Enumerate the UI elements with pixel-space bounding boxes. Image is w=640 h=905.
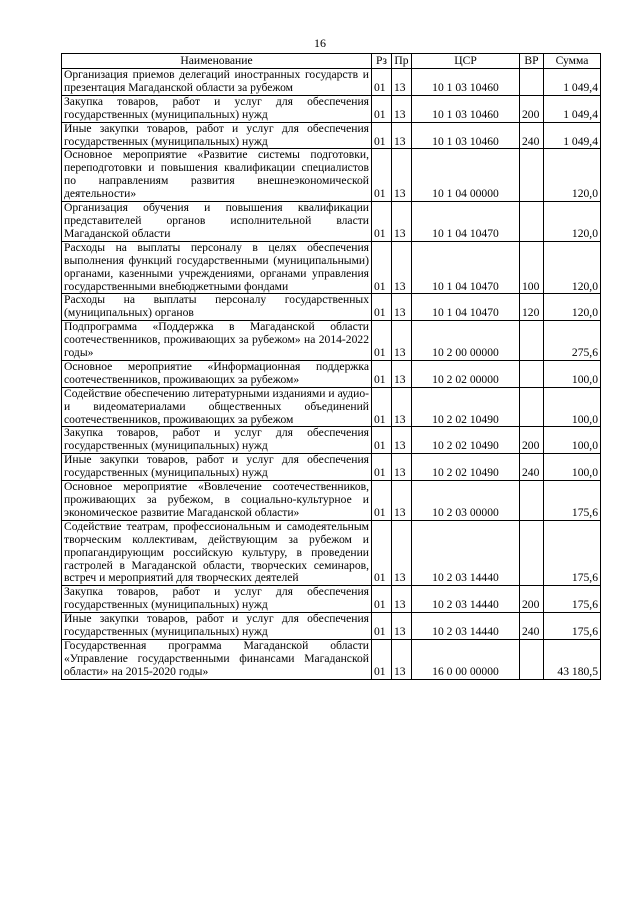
row-name: Закупка товаров, работ и услуг для обеспечения государственных (муниципальных) нужд xyxy=(62,95,372,122)
row-pr: 13 xyxy=(392,122,412,149)
row-vr: 240 xyxy=(520,122,544,149)
row-vr: 120 xyxy=(520,294,544,321)
row-pr: 13 xyxy=(392,387,412,427)
row-name: Организация обучения и повышения квалификации представителей органов исполнительной власти Магаданской области xyxy=(62,202,372,242)
table-row xyxy=(62,586,601,613)
row-rz: 01 xyxy=(372,613,392,640)
row-rz: 01 xyxy=(372,481,392,521)
table-row xyxy=(62,294,601,321)
row-sum: 120,0 xyxy=(544,241,601,294)
row-name: Иные закупки товаров, работ и услуг для обеспечения государственных (муниципальных) нужд xyxy=(62,122,372,149)
row-name: Закупка товаров, работ и услуг для обеспечения государственных (муниципальных) нужд xyxy=(62,427,372,454)
row-vr: 240 xyxy=(520,613,544,640)
table-row xyxy=(62,149,601,202)
row-csr: 10 2 02 10490 xyxy=(412,454,520,481)
row-pr: 13 xyxy=(392,241,412,294)
row-sum: 100,0 xyxy=(544,454,601,481)
row-sum: 120,0 xyxy=(544,202,601,242)
row-rz: 01 xyxy=(372,95,392,122)
row-csr: 10 2 00 00000 xyxy=(412,321,520,361)
table-row xyxy=(62,613,601,640)
header-name: Наименование xyxy=(62,54,372,69)
row-sum: 175,6 xyxy=(544,586,601,613)
row-pr: 13 xyxy=(392,454,412,481)
page-number: 16 xyxy=(314,36,326,50)
table-row xyxy=(62,639,601,679)
row-sum: 175,6 xyxy=(544,481,601,521)
row-csr: 10 2 02 10490 xyxy=(412,387,520,427)
row-sum: 43 180,5 xyxy=(544,639,601,679)
row-pr: 13 xyxy=(392,69,412,96)
table-row xyxy=(62,454,601,481)
row-name: Государственная программа Магаданской области «Управление государственными финансами Магаданской области» на 2015-2020 годы» xyxy=(62,639,372,679)
header-pr: Пр xyxy=(392,54,412,69)
row-rz: 01 xyxy=(372,69,392,96)
row-vr: 200 xyxy=(520,586,544,613)
row-pr: 13 xyxy=(392,427,412,454)
row-rz: 01 xyxy=(372,122,392,149)
row-vr xyxy=(520,69,544,96)
row-pr: 13 xyxy=(392,481,412,521)
row-csr: 10 2 02 10490 xyxy=(412,427,520,454)
row-name: Содействие обеспечению литературными изданиями и аудио- и видеоматериалами общественных объединений соотечественников, проживающих за рубежом xyxy=(62,387,372,427)
table-row xyxy=(62,427,601,454)
row-sum: 100,0 xyxy=(544,387,601,427)
row-vr xyxy=(520,149,544,202)
table-row xyxy=(62,122,601,149)
row-sum: 175,6 xyxy=(544,613,601,640)
row-rz: 01 xyxy=(372,586,392,613)
row-vr: 100 xyxy=(520,241,544,294)
row-vr xyxy=(520,321,544,361)
row-rz: 01 xyxy=(372,454,392,481)
row-name: Расходы на выплаты персоналу государственных (муниципальных) органов xyxy=(62,294,372,321)
row-csr: 10 1 04 00000 xyxy=(412,149,520,202)
row-pr: 13 xyxy=(392,586,412,613)
row-rz: 01 xyxy=(372,294,392,321)
row-pr: 13 xyxy=(392,149,412,202)
row-csr: 10 1 03 10460 xyxy=(412,122,520,149)
table-row xyxy=(62,321,601,361)
row-name: Организация приемов делегаций иностранных государств и презентация Магаданской области за рубежом xyxy=(62,69,372,96)
table-row xyxy=(62,241,601,294)
header-csr: ЦСР xyxy=(412,54,520,69)
table-row xyxy=(62,481,601,521)
row-name: Иные закупки товаров, работ и услуг для обеспечения государственных (муниципальных) нужд xyxy=(62,454,372,481)
row-name: Закупка товаров, работ и услуг для обеспечения государственных (муниципальных) нужд xyxy=(62,586,372,613)
table-row xyxy=(62,360,601,387)
row-sum: 175,6 xyxy=(544,520,601,586)
table-row xyxy=(62,520,601,586)
header-sum: Сумма xyxy=(544,54,601,69)
table-row xyxy=(62,387,601,427)
row-csr: 10 1 04 10470 xyxy=(412,294,520,321)
row-name: Иные закупки товаров, работ и услуг для обеспечения государственных (муниципальных) нужд xyxy=(62,613,372,640)
row-csr: 10 2 03 14440 xyxy=(412,613,520,640)
row-rz: 01 xyxy=(372,520,392,586)
row-sum: 1 049,4 xyxy=(544,95,601,122)
table-header-row xyxy=(62,54,601,69)
row-csr: 10 1 03 10460 xyxy=(412,69,520,96)
row-name: Подпрограмма «Поддержка в Магаданской области соотечественников, проживающих за рубежом» на 2014-2022 годы» xyxy=(62,321,372,361)
row-csr: 10 2 03 14440 xyxy=(412,520,520,586)
row-sum: 1 049,4 xyxy=(544,122,601,149)
row-rz: 01 xyxy=(372,360,392,387)
header-rz: Рз xyxy=(372,54,392,69)
row-csr: 10 2 03 00000 xyxy=(412,481,520,521)
row-sum: 1 049,4 xyxy=(544,69,601,96)
row-vr xyxy=(520,360,544,387)
row-pr: 13 xyxy=(392,639,412,679)
row-vr xyxy=(520,387,544,427)
budget-table xyxy=(61,53,601,680)
row-csr: 10 1 04 10470 xyxy=(412,202,520,242)
row-csr: 10 2 02 00000 xyxy=(412,360,520,387)
row-rz: 01 xyxy=(372,321,392,361)
row-csr: 10 2 03 14440 xyxy=(412,586,520,613)
row-name: Основное мероприятие «Информационная поддержка соотечественников, проживающих за рубежом» xyxy=(62,360,372,387)
row-pr: 13 xyxy=(392,95,412,122)
row-csr: 10 1 03 10460 xyxy=(412,95,520,122)
row-sum: 120,0 xyxy=(544,149,601,202)
row-sum: 100,0 xyxy=(544,427,601,454)
row-rz: 01 xyxy=(372,241,392,294)
row-rz: 01 xyxy=(372,427,392,454)
row-vr: 200 xyxy=(520,95,544,122)
row-rz: 01 xyxy=(372,202,392,242)
row-pr: 13 xyxy=(392,613,412,640)
row-name: Основное мероприятие «Развитие системы подготовки, переподготовки и повышения квалификации специалистов по направлениям развития внешнеэкономической деятельности» xyxy=(62,149,372,202)
row-pr: 13 xyxy=(392,294,412,321)
row-rz: 01 xyxy=(372,387,392,427)
row-vr: 240 xyxy=(520,454,544,481)
row-rz: 01 xyxy=(372,149,392,202)
row-vr xyxy=(520,520,544,586)
header-vr: ВР xyxy=(520,54,544,69)
table-row xyxy=(62,69,601,96)
row-sum: 275,6 xyxy=(544,321,601,361)
row-csr: 10 1 04 10470 xyxy=(412,241,520,294)
row-pr: 13 xyxy=(392,520,412,586)
row-name: Содействие театрам, профессиональным и самодеятельным творческим коллективам, действующим за рубежом и пропагандирующим российскую культуру, в проведении гастролей в Магаданской области, творческих семинаров, встреч и мероприятий для творческих деятелей xyxy=(62,520,372,586)
table-row xyxy=(62,95,601,122)
row-pr: 13 xyxy=(392,321,412,361)
row-pr: 13 xyxy=(392,202,412,242)
row-sum: 100,0 xyxy=(544,360,601,387)
row-pr: 13 xyxy=(392,360,412,387)
row-rz: 01 xyxy=(372,639,392,679)
table-row xyxy=(62,202,601,242)
row-name: Расходы на выплаты персоналу в целях обеспечения выполнения функций государственными (муниципальными) органами, казенными учреждениями, органами управления государственными внебюджетными фондами xyxy=(62,241,372,294)
row-sum: 120,0 xyxy=(544,294,601,321)
row-vr: 200 xyxy=(520,427,544,454)
row-csr: 16 0 00 00000 xyxy=(412,639,520,679)
row-vr xyxy=(520,639,544,679)
row-vr xyxy=(520,202,544,242)
row-vr xyxy=(520,481,544,521)
row-name: Основное мероприятие «Вовлечение соотечественников, проживающих за рубежом, в социально-культурное и экономическое развитие Магаданской области» xyxy=(62,481,372,521)
